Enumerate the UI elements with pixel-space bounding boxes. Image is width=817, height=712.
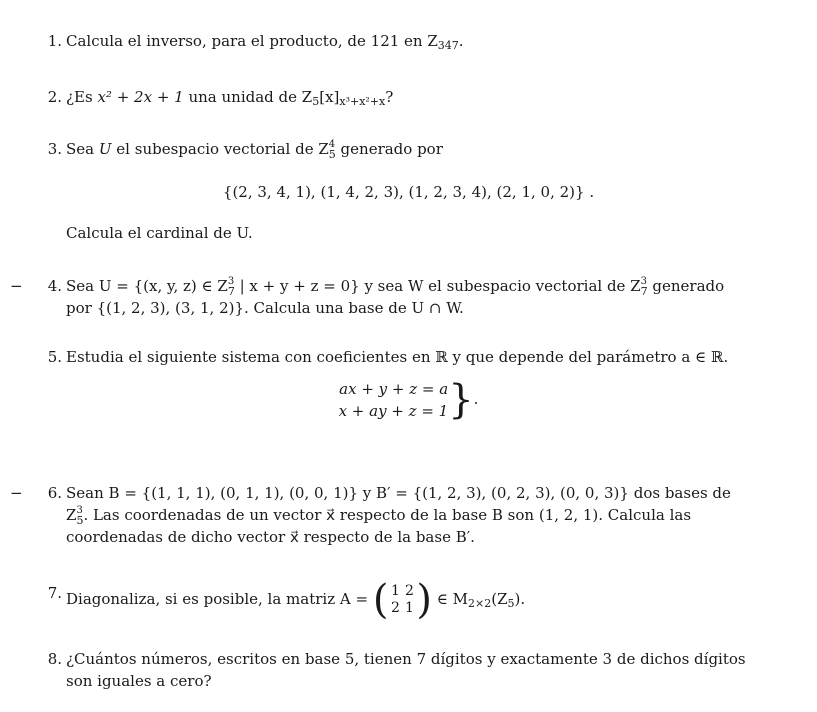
margin-mark: −	[10, 484, 23, 502]
problem-text: Sea U el subespacio vectorial de Z 4 5 generado por	[66, 139, 443, 161]
problem-number: 3.	[47, 140, 62, 158]
problem-number: 7.	[47, 584, 62, 602]
matrix-a: 1 2 2 1	[390, 583, 414, 616]
problem-text: Estudia el siguiente sistema con coeficientes en ℝ y que depende del parámetro a ∈ ℝ.	[66, 348, 729, 366]
problem-number: 8.	[47, 650, 62, 668]
problem-text: Calcula el inverso, para el producto, de 121 en $Z_{347}$.	[66, 32, 464, 52]
problem-text: Sea U = {(x, y, z) ∈ Z 3 7 | x + y + z = 0} y sea W el subespacio vectorial de Z 3 7 generado por {(1, 2, 3), (3, 1, 2)}. Calcula una base de U ∩ W.	[66, 276, 725, 317]
problem-text: Sean B = {(1, 1, 1), (0, 1, 1), (0, 0, 1)} y B′ = {(1, 2, 3), (0, 2, 3), (0, 0, 3)} dos bases de Z 3 5 . Las coordenadas de un vector x⃗ respecto de la base B son (1, 2, 1). Calcula las coordenadas de dicho vector x⃗ respecto de la base B′.	[66, 484, 731, 546]
exam-page: 1. Calcula el inverso, para el producto, de 121 en $Z_{347}$. 2. ¿Es x² + 2x + 1 una unidad de $Z_5[x]_{x^3+x^2+x}$? 3. Sea U el subespacio vectorial de Z 4 5 generado por {(2, 3, 4, 1), (1, 4, 2, 3), (1, 2, 3, 4), (2, 1, 0, 2)} . Calcula el cardinal de U. − 4. Sea U = {(x, y, z) ∈ Z 3 7 | x + y + z = 0} y sea W el subespacio vectorial de Z 3 7 generado por {(1, 2, 3), (3, 1, 2)}. Calcula una base de U ∩ W. 5. Estudia el siguiente sistema con coeficientes en ℝ y que depende del parámetro a ∈ ℝ. ax + y + z = a x + ay + z = 1 }. − 6. Sean B = {(1, 1, 1), (0, 1, 1), (0, 0, 1)} y B′ = {(1, 2, 3), (0, 2, 3), (0, 0, 3)} dos bases de Z 3 5 . Las coordenadas de un vector x⃗ respecto de la base B son (1, 2, 1). Calcula las coordenadas de dicho vector x⃗ respecto de la base B′. 7. Diagonaliza, si es posible, la matriz A = ( 1 2 2 1 ) ∈ $M_{2\times 2}(Z_5)$. 8. ¿Cuántos números, escritos en base 5, tienen 7 dígitos y exactamente 3 de dichos dígitos son iguales a cero?	[0, 0, 817, 712]
equation-system: ax + y + z = a x + ay + z = 1 }.	[338, 377, 479, 423]
problem-number: 5.	[47, 348, 62, 366]
vector-set: {(2, 3, 4, 1), (1, 4, 2, 3), (1, 2, 3, 4), (2, 1, 0, 2)} .	[222, 183, 595, 201]
right-brace: }	[448, 377, 474, 423]
problem-text: Diagonaliza, si es posible, la matriz A = ( 1 2 2 1 ) ∈ $M_{2\times 2}(Z_5)$.	[66, 577, 526, 623]
problem-text: ¿Es x² + 2x + 1 una unidad de $Z_5[x]_{x^3+x^2+x}$?	[66, 88, 394, 108]
problem-number: 4.	[47, 277, 62, 295]
problem-number: 1.	[47, 32, 62, 50]
margin-mark: −	[10, 277, 23, 295]
problem-number: 6.	[47, 484, 62, 502]
problem-text: ¿Cuántos números, escritos en base 5, tienen 7 dígitos y exactamente 3 de dichos dígitos son iguales a cero?	[66, 650, 746, 690]
problem-number: 2.	[47, 88, 62, 106]
